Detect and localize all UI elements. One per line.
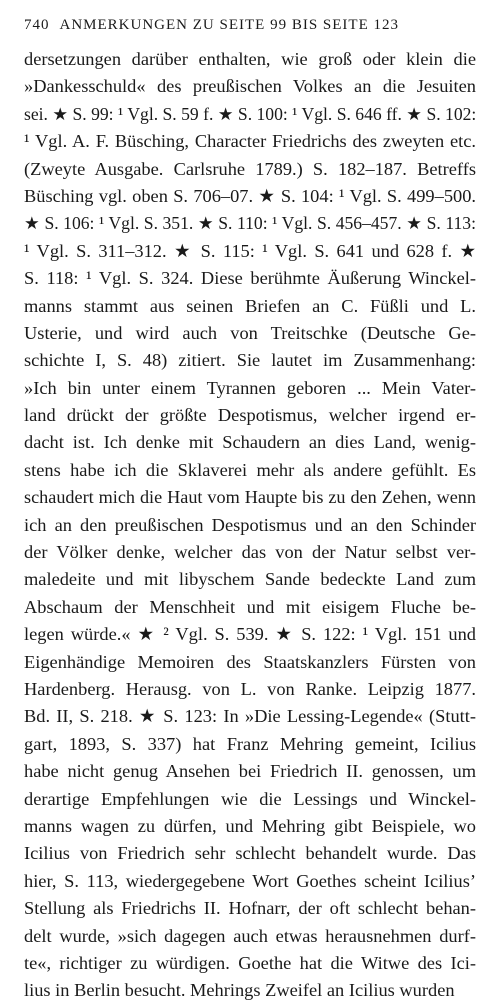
text-line: dacht ist. Ich denke mit Schaudern an dies Land, wenig-: [24, 432, 476, 453]
text-line: der Völker denke, welcher das von der Natur selbst ver-: [24, 542, 476, 563]
text-line: te«, richtiger zu würdigen. Goethe hat die Witwe des Ici-: [24, 952, 476, 973]
text-line: gart, 1893, S. 337) hat Franz Mehring gemeint, Icilius: [24, 733, 476, 754]
text-line: lius in Berlin besucht. Mehrings Zweifel an Icilius wurden: [24, 980, 455, 1001]
text-line: manns wagen zu dürfen, und Mehring gibt Beispiele, wo: [24, 815, 476, 836]
text-line: delt wurde, »sich dagegen auch etwas herausnehmen durf-: [24, 925, 476, 946]
text-line: dersetzungen darüber enthalten, wie groß oder klein die: [24, 49, 476, 69]
notes-text-block: [24, 46, 476, 1005]
text-line: Abschaum der Menschheit und mit eisigem Fluche be-: [24, 596, 476, 617]
running-title: ANMERKUNGEN ZU SEITE 99 BIS SEITE 123: [59, 17, 399, 33]
text-line: »Dankesschuld« des preußischen Volkes an die Jesuiten: [24, 76, 476, 97]
text-line: ¹ Vgl. A. F. Büsching, Character Friedrichs des zweyten etc.: [24, 131, 476, 152]
text-line: Eigenhändige Memoiren des Staatskanzlers Fürsten von: [24, 651, 476, 672]
text-line: Bd. II, S. 218. ★ S. 123: In »Die Lessing-Legende« (Stutt-: [24, 706, 476, 727]
text-line: schichte I, S. 48) zitiert. Sie lautet im Zusammenhang:: [24, 350, 476, 371]
text-line: S. 118: ¹ Vgl. S. 324. Diese berühmte Äußerung Winckel-: [24, 268, 476, 289]
text-line: »Ich bin unter einem Tyrannen geboren ... Mein Vater-: [24, 377, 476, 398]
text-line: hier, S. 113, wiedergegebene Wort Goethes scheint Icilius’: [24, 870, 476, 891]
text-line: ¹ Vgl. S. 311–312. ★ S. 115: ¹ Vgl. S. 641 und 628 f. ★: [24, 240, 476, 261]
text-line: Büsching vgl. oben S. 706–07. ★ S. 104: ¹ Vgl. S. 499–500.: [24, 185, 476, 206]
text-line: Usterie, und wird auch von Treitschke (Deutsche Ge-: [24, 322, 476, 343]
text-line: schaudert mich die Haut vom Haupte bis zu den Zehen, wenn: [24, 487, 476, 508]
text-line: habe nicht genug Ansehen bei Friedrich II. genossen, um: [24, 761, 476, 782]
text-line: ★ S. 106: ¹ Vgl. S. 351. ★ S. 110: ¹ Vgl. S. 456–457. ★ S. 113:: [24, 213, 476, 234]
text-line: land drückt der größte Despotismus, welcher irgend er-: [24, 405, 476, 426]
text-line: legen würde.« ★ ² Vgl. S. 539. ★ S. 122: ¹ Vgl. 151 und: [24, 624, 476, 645]
text-line: manns stammt aus seinen Briefen an C. Füßli und L.: [24, 295, 476, 316]
text-line: (Zweyte Ausgabe. Carlsruhe 1789.) S. 182–187. Betreffs: [24, 158, 476, 179]
text-line: Hardenberg. Herausg. von L. von Ranke. Leipzig 1877.: [24, 678, 476, 699]
text-line: stens habe ich die Sklaverei mehr als andere gefühlt. Es: [24, 459, 476, 480]
page-number: 740: [24, 17, 50, 33]
running-header: [24, 17, 476, 34]
text-line: Icilius von Friedrich sehr schlecht behandelt wurde. Das: [24, 843, 476, 864]
text-line: derartige Empfehlungen wie die Lessings und Winckel-: [24, 788, 476, 809]
text-line: maledeite und mit libyschem Sande bedeckte Land zum: [24, 569, 476, 590]
text-line: Stellung als Friedrichs II. Hofnarr, der oft schlecht behan-: [24, 898, 476, 919]
text-line: ich an den preußischen Despotismus und an den Schinder: [24, 514, 476, 535]
text-line: sei. ★ S. 99: ¹ Vgl. S. 59 f. ★ S. 100: ¹ Vgl. S. 646 ff. ★ S. 102:: [24, 103, 476, 124]
